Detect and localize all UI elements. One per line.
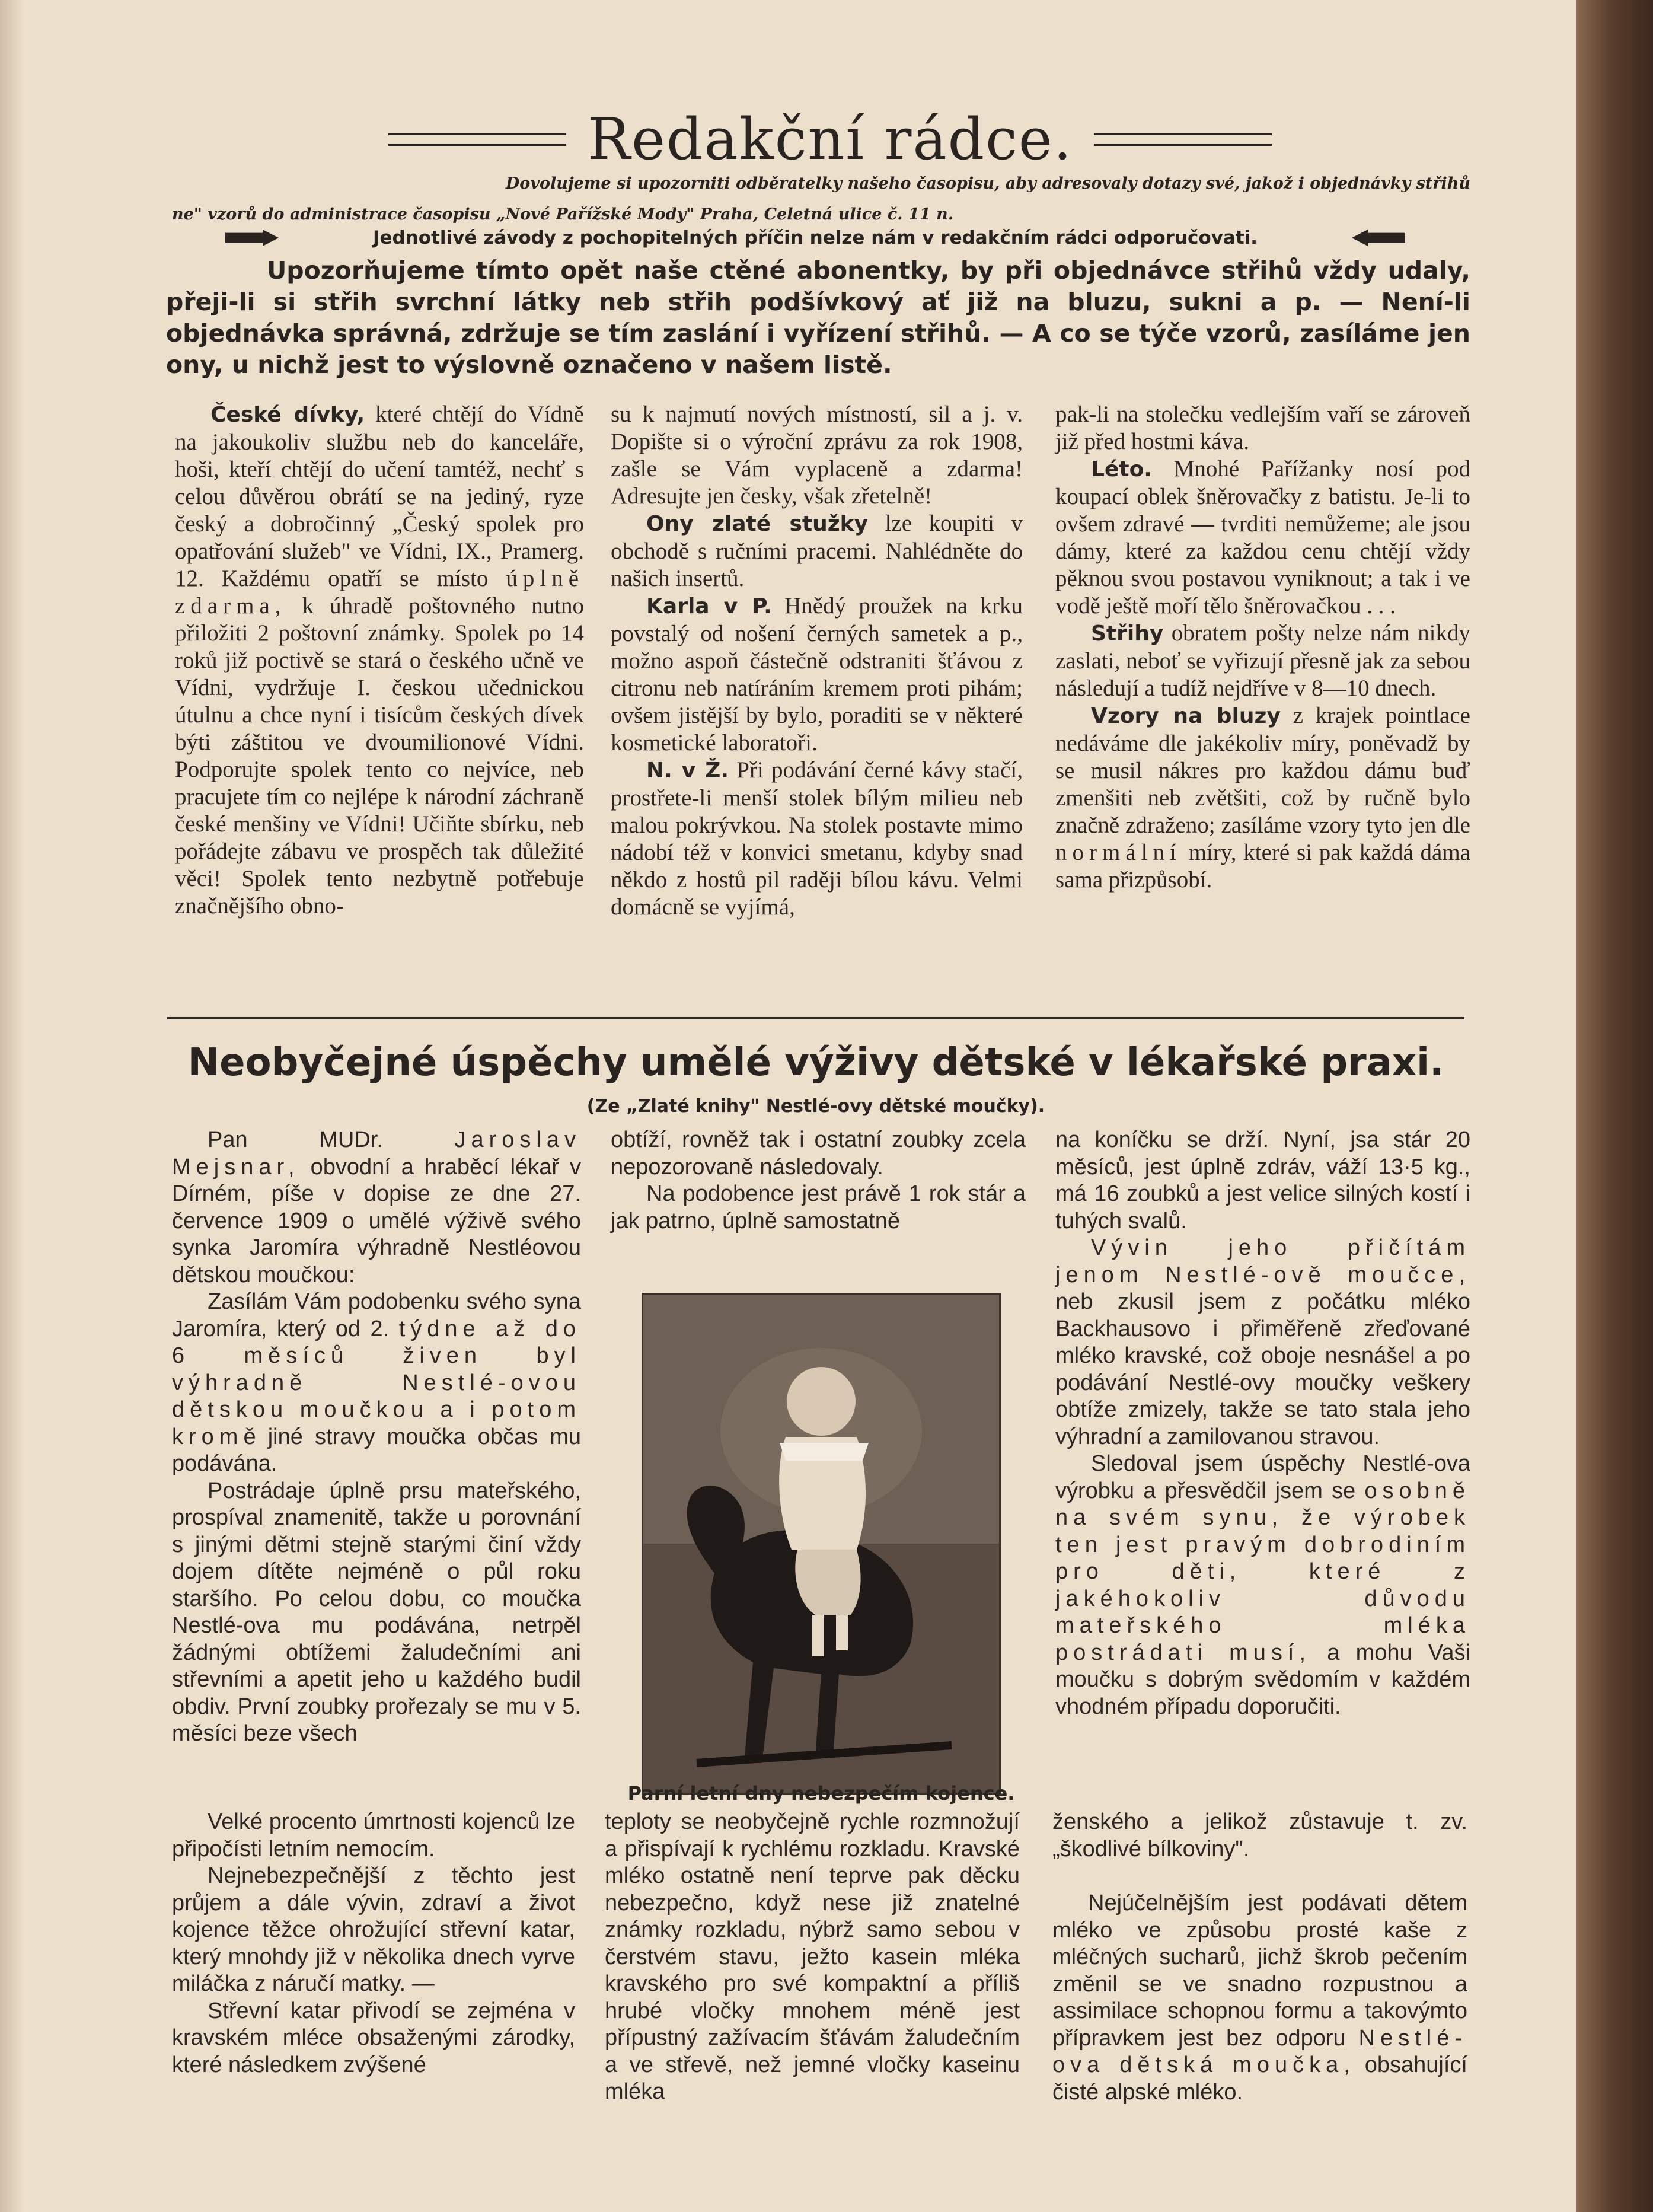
paragraph: Na podobence jest právě 1 rok stár a jak patrno, úplně samostatně <box>611 1181 1026 1234</box>
photo-caption: Parní letní dny nebezpečím kojence. <box>627 1782 1015 1805</box>
paragraph-text: obsahující čisté alpské mléko. <box>1052 2052 1467 2105</box>
lead-in: N. v Ž. <box>646 758 729 783</box>
spaced-emphasis: týdne až do 6 měsíců živen byl výhradně Nestlé-ovou dětskou moučkou a i potom krom <box>172 1316 581 1449</box>
rubric-column-1 <box>175 401 584 920</box>
paragraph-text: Pan MUDr. <box>208 1127 455 1152</box>
article-column-2 <box>611 1127 1026 1235</box>
paragraph: Velké procento úmrtnosti kojenců lze připočísti letním nemocím. <box>172 1809 575 1862</box>
notice-line-2: ne" vzorů do administrace časopisu „Nové Pařížské Mody" Praha, Celetná ulice č. 11 n. <box>172 205 954 224</box>
paragraph-text: Zasílám Vám podobenku svého syna Jaromíra, který od 2. <box>172 1289 581 1341</box>
paragraph <box>1052 1890 1467 2106</box>
paragraph <box>611 510 1023 592</box>
paragraph-text: k úhradě poštovného nutno přiložiti 2 poštovní známky. Spolek po 14 roků již poctivě se stará o českého učně ve Vídni, vydržuje I. českou učednickou útulnu a chce nyní i tisícům českých dívek býti záštitou ve dvoumilionové Vídni. Podporujte spolek tento co nejvíce, neb pracujete tím co nejlépe k národní záchraně české menšiny ve Vídni! Učiňte sbírku, neb pořádejte zábavu ve prospěch tak důležité věci! Spolek tento nezbytně potřebuje značnějšího obno- <box>175 593 584 919</box>
paragraph: teploty se neobyčejně rychle rozmnožují a přispívají k rychlému rozkladu. Kravské mléko ostatně není teprve pak děcku nebezpečno, když nese již znatelné známky rozkladu, nýbrž samo sebou v čerstvém stavu, ježto kasein mléka kravského pro své kompaktní a příliš hrubé vločky mnohem méně jest přípustný zažívacím šťávám žaludečním a ve střevě, než jemné vločky kaseinu mléka <box>605 1809 1020 2104</box>
paragraph-text: míry, které si pak každá dáma sama přizpůsobí. <box>1055 840 1470 893</box>
paragraph-text: z krajek pointlace nedáváme dle jakékoliv míry, poněvadž by se musil nákres pro každou dámu buď zmenšiti neb zvětšiti, což by ručně bylo značně zdraženo; zasíláme vzory tyto jen dle <box>1055 703 1470 838</box>
section-title: Redakční rádce. <box>587 106 1073 173</box>
warning-notice <box>225 223 1405 253</box>
paragraph-text: obratem pošty nelze nám nikdy zaslati, neboť se vyřizují přesně jak za sebou následují a tudíž nejdříve v 8—10 dnech. <box>1055 620 1470 701</box>
paragraph-text: Při podávání černé kávy stačí, prostřete-li menší stolek bílým milieu neb malou pokrývkou. Na stolek postavte mimo nádobí též v konvici smetanu, kdyby snad někdo z hostů pil raději bílou kávu. Velmi domácně se vyjímá, <box>611 757 1023 920</box>
paragraph <box>172 1289 581 1478</box>
paragraph: obtíží, rovněž tak i ostatní zoubky zcela nepozorovaně následovaly. <box>611 1127 1026 1180</box>
intro-paragraph: Upozorňujeme tímto opět naše ctěné abonentky, by při objednávce střihů vždy udaly, přeji-li si střih svrchní látky neb střih podšívkový ať již na bluzu, sukni a p. — Není-li objednávka správná, zdržuje se tím zaslání i vyřízení střihů. — A co se týče vzorů, zasíláme jen ony, u nichž jest to výslovně označeno v našem listě. <box>166 256 1470 379</box>
spaced-emphasis: Nestlé-ova dětská moučka, <box>1052 2025 1467 2077</box>
article-subhead: (Ze „Zlaté knihy" Nestlé-ovy dětské moučky). <box>586 1096 1045 1117</box>
lead-in: Vzory na bluzy <box>1091 704 1281 728</box>
ornament-rule-right <box>1094 133 1272 146</box>
rubric-column-3 <box>1055 401 1470 894</box>
paragraph-text: Nejúčelnějším jest podávati dětem mléko ve způsobu prosté kaše z mléčných sucharů, jichž škrob pečením změnil se ve snadno rozpustnou a assimilace schopnou formu a takovýmto přípravkem jest bez odporu <box>1052 1891 1467 2051</box>
paragraph <box>175 401 584 920</box>
paragraph-text: neb zkusil jsem z počátku mléko Backhausovo i přiměřeně zřeďované mléko kravské, což oboje nesnášel a po podávání Nestlé-ovy moučky veškery obtíže zmizely, takže se tato stala jeho výhradní a zamilovanou stravou. <box>1055 1289 1470 1449</box>
pointing-hand-icon <box>225 230 279 246</box>
rubric-column-2 <box>611 401 1023 921</box>
lower-column-1 <box>172 1809 575 2079</box>
paragraph-text: Hnědý proužek na krku povstalý od nošení černých sametek a p., možno aspoň částečně odstraniti šťávou z citronu neb natíráním kremem proti pihám; ovšem jistější by bylo, poraditi se v některé kosmetické laboratoři. <box>611 593 1023 756</box>
article-headline: Neobyčejné úspěchy umělé výživy dětské v lékařské praxi. <box>187 1041 1444 1085</box>
paragraph: su k najmutí nových místností, sil a j. v. Dopište si o výroční zprávu za rok 1908, zašle se Vám vyplaceně a zdarma! Adresujte jen česky, však zřetelně! <box>611 401 1023 509</box>
paragraph <box>611 592 1023 757</box>
paragraph: Postrádaje úplně prsu mateřského, prospíval znamenitě, takže u porovnání s jinými dětmi stejně starými činí vždy dojem dítěte nejméně o půl roku staršího. Po celou dobu, co moučka Nestlé-ova mu podávána, netrpěl žádnými obtížemi žaludečními ani střevními a apetit jeho u každého budil obdiv. První zoubky prořezaly se mu v 5. měsíci beze všech <box>172 1478 581 1746</box>
pointing-hand-icon <box>1352 230 1405 246</box>
paragraph <box>611 757 1023 921</box>
spaced-emphasis: osobně na svém synu, že výrobek ten jest pravým dobrodiním pro děti, které z jakéhokoliv důvodu mateřského mléka postrádati musí, <box>1055 1478 1470 1665</box>
child-on-rocking-horse-photo <box>642 1293 1001 1795</box>
page-shadow <box>0 0 24 2212</box>
spaced-emphasis: úplně zdarma, <box>175 566 585 619</box>
paragraph: na koníčku se drží. Nyní, jsa stár 20 měsíců, jest úplně zdráv, váží 13·5 kg., má 16 zoubků a jest velice silných kostí i tuhých svalů. <box>1055 1127 1470 1234</box>
ornament-rule-left <box>388 133 566 146</box>
paragraph-text: lze koupiti v obchodě s ručními pracemi. Nahlédněte do našich insertů. <box>611 511 1023 591</box>
book-spine <box>1576 0 1653 2212</box>
warning-text: Jednotlivé závody z pochopitelných příčin nelze nám v redakčním rádci odporučovati. <box>372 227 1258 248</box>
section-divider <box>167 1017 1464 1019</box>
spaced-emphasis: Vývin jeho přičítám jenom Nestlé-ově moučce, <box>1055 1235 1470 1287</box>
photo-illustration <box>643 1295 999 1793</box>
lead-in: Karla v P. <box>646 594 772 619</box>
article-column-3 <box>1055 1127 1470 1720</box>
lead-in: České dívky, <box>210 403 365 427</box>
paragraph-text: které chtějí do Vídně na jakoukoliv službu neb do kanceláře, hoši, kteří chtějí do učení tamtéž, nechť s celou důvěrou obrátí se na jediný, ryze český a dobročinný „Český spolek pro opatřování služeb" ve Vídni, IX., Pramerg. 12. Každému opatří se místo <box>175 401 584 591</box>
paragraph <box>1055 620 1470 702</box>
paragraph <box>1055 1451 1470 1720</box>
lower-column-3 <box>1052 1809 1467 2106</box>
section-masthead <box>320 104 1340 175</box>
spaced-emphasis: Jaroslav Mejsnar, <box>172 1127 581 1180</box>
paragraph: Nejnebezpečnější z těchto jest průjem a dále vývin, zdraví a život kojence těžce ohrožující střevní katar, který mnohdy již v několika dnech vyrve miláčka z náručí matky. — <box>172 1863 575 1996</box>
paragraph <box>1055 702 1470 894</box>
paragraph-text: ě jiné stravy moučka občas mu podávána. <box>172 1424 581 1476</box>
lower-column-2 <box>605 1809 1020 2106</box>
paragraph-text: Mnohé Pařížanky nosí pod koupací oblek šněrovačky z batistu. Je-li to ovšem zdravé — tvrditi nemůžeme; ale jsou dámy, které za každou cenu chtějí vždy pěknou svou postavou vyniknout; a tak i ve vodě ještě moří tělo šněrovačkou . . . <box>1055 456 1470 619</box>
paragraph-text: Sledoval jsem úspěchy Nestlé-ova výrobku a přesvědčil jsem se <box>1055 1451 1470 1503</box>
paragraph: pak-li na stolečku vedlejším vaří se zároveň již před hostmi káva. <box>1055 401 1470 454</box>
spaced-emphasis: normální <box>1055 840 1182 865</box>
lead-in: Střihy <box>1091 621 1164 646</box>
notice-line-1: Dovolujeme si upozorniti odběratelky našeho časopisu, aby adresovaly dotazy své, jakož i objednávky střihů <box>505 174 1470 193</box>
paragraph-text: a mohu Vaši moučku s dobrým svědomím v každém vhodném případu doporučiti. <box>1055 1640 1470 1719</box>
paragraph-text: obvodní a hraběcí lékař v Dírném, píše v dopise ze dne 27. července 1909 o umělé výživě svého synka Jaromíra výhradně Nestléovou dětskou moučkou: <box>172 1154 581 1287</box>
paragraph <box>1055 455 1470 620</box>
article-column-1 <box>172 1127 581 1748</box>
lead-in: Léto. <box>1091 457 1152 482</box>
paragraph: Střevní katar přivodí se zejména v kravském mléce obsaženými zárodky, které následkem zvýšené <box>172 1998 575 2077</box>
paragraph <box>172 1127 581 1289</box>
lead-in: Ony zlaté stužky <box>646 512 869 536</box>
paragraph <box>1055 1235 1470 1451</box>
paragraph: ženského a jelikož zůstavuje t. zv. „škodlivé bílkoviny". <box>1052 1809 1467 1862</box>
